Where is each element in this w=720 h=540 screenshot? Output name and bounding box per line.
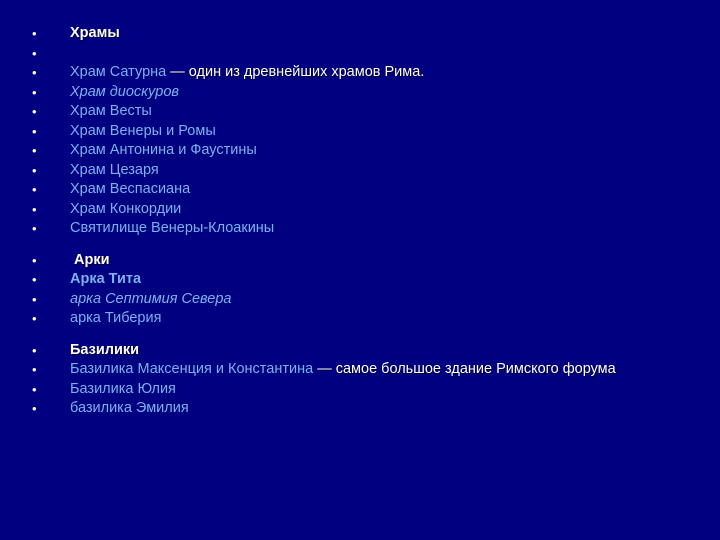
bullet: • xyxy=(32,311,37,326)
bullet: • xyxy=(32,104,37,119)
link-shrine-venus-cloacina[interactable]: Святилище Венеры-Клоакины xyxy=(70,220,275,236)
link-basilica-aemilia[interactable]: базилика Эмилия xyxy=(70,400,189,416)
list-item-arch-tiberius xyxy=(32,309,702,329)
bullet: • xyxy=(32,143,37,158)
list-item-basilica-julia xyxy=(32,380,702,400)
list-item-temple-concord xyxy=(32,200,702,220)
list-item-temple-caesar xyxy=(32,161,702,181)
link-temple-dioscuri[interactable]: Храм диоскуров xyxy=(70,83,179,100)
bullet: • xyxy=(32,291,37,307)
bullet: • xyxy=(32,221,37,236)
list-item-basilicas-heading xyxy=(32,341,702,361)
link-arch-titus[interactable]: Арка Тита xyxy=(70,271,142,287)
link-arch-tiberius[interactable]: арка Тиберия xyxy=(70,310,162,326)
link-basilica-julia[interactable]: Базилика Юлия xyxy=(70,380,176,397)
list-item-temple-dioscuri xyxy=(32,83,702,103)
bullet: • xyxy=(32,84,37,100)
bullet: • xyxy=(32,272,37,287)
basilica-maxentius-description: — самое большое здание Римского форума xyxy=(313,361,616,377)
temple-saturn-description: — один из древнейших храмов Рима. xyxy=(166,64,425,80)
link-temple-concord[interactable]: Храм Конкордии xyxy=(70,200,182,217)
bullet: • xyxy=(32,45,37,61)
bullet: • xyxy=(32,342,37,358)
bullet: • xyxy=(32,182,37,197)
bullet: • xyxy=(32,401,37,416)
section-heading-temples: Храмы xyxy=(70,25,120,41)
list-item-temple-venus-roma xyxy=(32,122,702,142)
list-item-temple-vesta xyxy=(32,102,702,122)
bullet: • xyxy=(32,362,37,377)
bullet: • xyxy=(32,123,37,139)
link-temple-vespasian[interactable]: Храм Веспасиана xyxy=(70,181,191,197)
link-arch-septimius-severus[interactable]: арка Септимия Севера xyxy=(70,290,232,307)
forum-monuments-list xyxy=(32,24,702,419)
link-temple-saturn[interactable]: Храм Сатурна xyxy=(70,64,167,80)
link-temple-vesta[interactable]: Храм Весты xyxy=(70,103,152,119)
list-item-temple-saturn xyxy=(32,63,702,83)
list-item-temples-heading xyxy=(32,24,702,44)
bullet: • xyxy=(32,381,37,397)
link-temple-caesar[interactable]: Храм Цезаря xyxy=(70,161,159,178)
link-temple-venus-roma[interactable]: Храм Венеры и Ромы xyxy=(70,122,216,139)
list-item-arch-titus xyxy=(32,270,702,290)
bullet: • xyxy=(32,26,37,41)
list-item-basilica-maxentius xyxy=(32,360,702,380)
bullet: • xyxy=(32,201,37,217)
bullet: • xyxy=(32,252,37,268)
bullet: • xyxy=(32,65,37,80)
list-item-shrine-venus-cloacina xyxy=(32,219,702,239)
section-heading-basilicas: Базилики xyxy=(70,341,140,358)
link-basilica-maxentius[interactable]: Базилика Максенция и Константина xyxy=(70,361,314,377)
list-item-temple-vespasian xyxy=(32,180,702,200)
list-item-arch-septimius-severus xyxy=(32,290,702,310)
list-item-temple-antoninus-faustina xyxy=(32,141,702,161)
list-item-arches-heading xyxy=(32,251,702,271)
list-item-basilica-aemilia xyxy=(32,399,702,419)
section-heading-arches: Арки xyxy=(74,251,110,268)
link-temple-antoninus-faustina[interactable]: Храм Антонина и Фаустины xyxy=(70,142,257,158)
list-item-empty xyxy=(32,44,702,64)
bullet: • xyxy=(32,162,37,178)
